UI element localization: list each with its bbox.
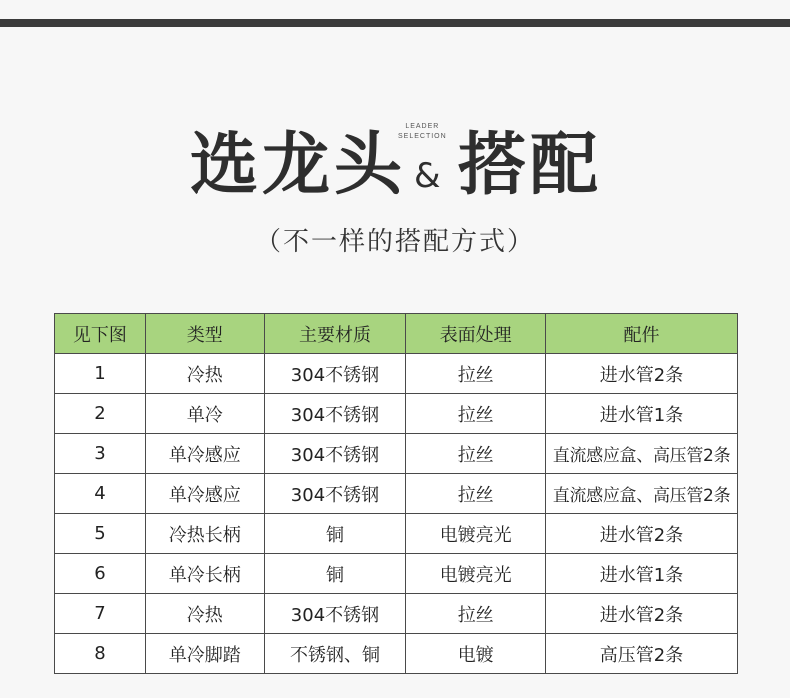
header-cell-ref: 见下图 <box>55 314 146 354</box>
cell-material: 304不锈钢 <box>264 594 406 634</box>
cell-ref: 6 <box>55 554 146 594</box>
cell-material: 304不锈钢 <box>264 394 406 434</box>
cell-material: 304不锈钢 <box>264 434 406 474</box>
cell-ref: 1 <box>55 354 146 394</box>
tag-line-1: LEADER <box>405 123 440 130</box>
cell-accessories: 进水管1条 <box>546 394 738 434</box>
tag-line-2: SELECTION <box>398 133 447 140</box>
title-second: 搭配 <box>458 126 603 205</box>
table-header-row <box>55 314 738 354</box>
cell-finish: 拉丝 <box>406 354 546 394</box>
cell-ref: 4 <box>55 474 146 514</box>
cell-accessories: 进水管1条 <box>546 554 738 594</box>
cell-ref: 3 <box>55 434 146 474</box>
cell-finish: 拉丝 <box>406 594 546 634</box>
table-row <box>55 434 738 474</box>
cell-ref: 8 <box>55 634 146 674</box>
cell-finish: 电镀 <box>406 634 546 674</box>
title-ampersand: & <box>414 156 441 196</box>
cell-type: 单冷脚踏 <box>145 634 264 674</box>
cell-material: 304不锈钢 <box>264 474 406 514</box>
header-cell-material: 主要材质 <box>264 314 406 354</box>
cell-material: 铜 <box>264 514 406 554</box>
cell-ref: 2 <box>55 394 146 434</box>
cell-accessories: 直流感应盒、高压管2条 <box>546 434 738 474</box>
header-cell-finish: 表面处理 <box>406 314 546 354</box>
cell-accessories: 进水管2条 <box>546 514 738 554</box>
cell-type: 单冷长柄 <box>145 554 264 594</box>
header-cell-accessories: 配件 <box>546 314 738 354</box>
cell-material: 不锈钢、铜 <box>264 634 406 674</box>
table-row <box>55 474 738 514</box>
cell-type: 单冷感应 <box>145 474 264 514</box>
cell-type: 冷热长柄 <box>145 514 264 554</box>
header-cell-type: 类型 <box>145 314 264 354</box>
cell-type: 冷热 <box>145 594 264 634</box>
cell-finish: 电镀亮光 <box>406 554 546 594</box>
table-row <box>55 354 738 394</box>
table-row <box>55 394 738 434</box>
cell-material: 304不锈钢 <box>264 354 406 394</box>
cell-finish: 电镀亮光 <box>406 514 546 554</box>
cell-accessories: 进水管2条 <box>546 594 738 634</box>
cell-type: 冷热 <box>145 354 264 394</box>
table-row <box>55 514 738 554</box>
cell-type: 单冷感应 <box>145 434 264 474</box>
cell-finish: 拉丝 <box>406 474 546 514</box>
cell-ref: 7 <box>55 594 146 634</box>
title-main: 选龙头 <box>190 126 407 205</box>
cell-accessories: 高压管2条 <box>546 634 738 674</box>
title-block <box>0 118 790 208</box>
cell-finish: 拉丝 <box>406 434 546 474</box>
spec-table <box>54 313 738 674</box>
table-row <box>55 594 738 634</box>
leader-selection-tag <box>398 122 447 142</box>
table-row <box>55 554 738 594</box>
cell-ref: 5 <box>55 514 146 554</box>
cell-material: 铜 <box>264 554 406 594</box>
table-row <box>55 634 738 674</box>
cell-finish: 拉丝 <box>406 394 546 434</box>
cell-type: 单冷 <box>145 394 264 434</box>
cell-accessories: 直流感应盒、高压管2条 <box>546 474 738 514</box>
cell-accessories: 进水管2条 <box>546 354 738 394</box>
subtitle: （不一样的搭配方式） <box>254 227 535 257</box>
top-divider-bar <box>0 19 790 27</box>
